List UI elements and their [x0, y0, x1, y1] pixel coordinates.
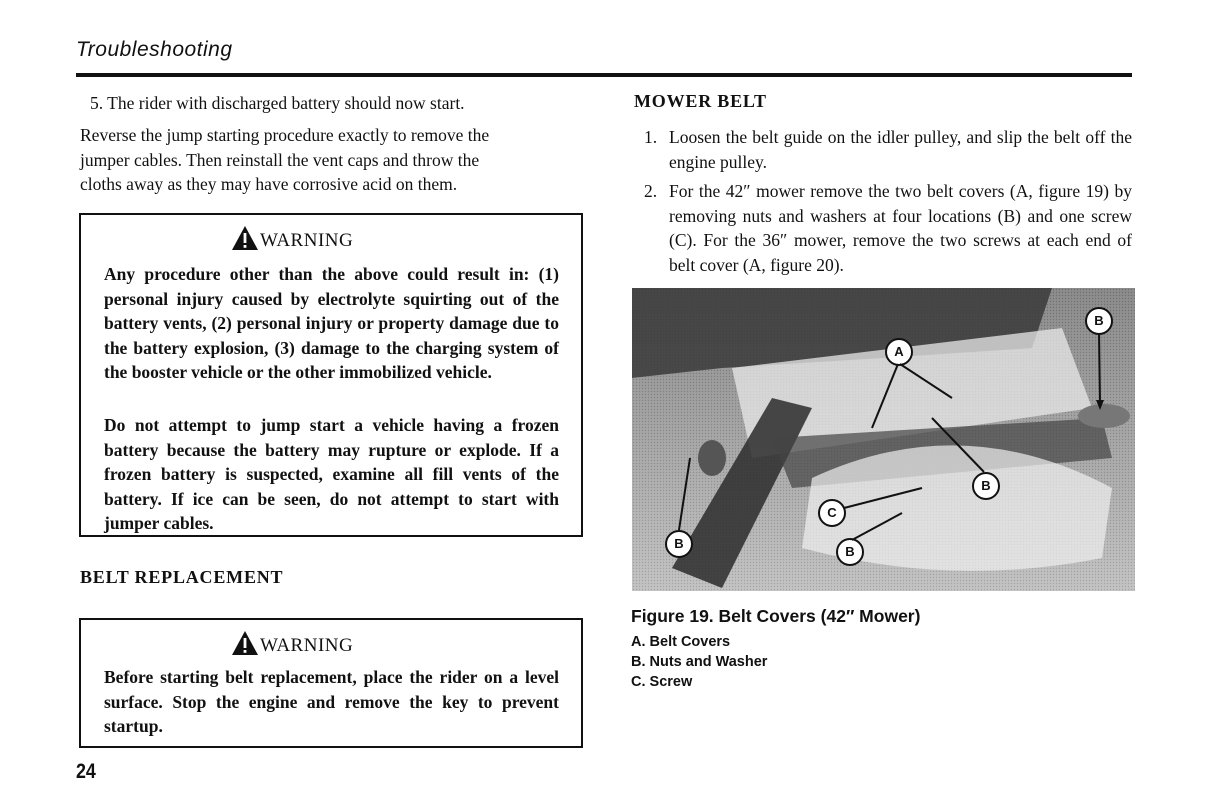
- warning-box-jump-start: [79, 213, 583, 537]
- figure-legend-item: A. Belt Covers: [631, 634, 731, 650]
- warning-heading: WARNING: [231, 630, 353, 662]
- warning-paragraph-1: Any procedure other than the above could result in: (1) personal injury caused by electrolyte squirting out of the battery vents, (2) personal injury or property damage due to the battery explosion, (3) damage to the charging system of the booster vehicle or the other immobilized vehicle.: [104, 264, 559, 382]
- mower-belt-heading: MOWER BELT: [634, 91, 767, 111]
- header-rule: [76, 73, 1132, 77]
- callout-leader-lines: [632, 288, 1135, 591]
- reverse-line: Reverse the jump starting procedure exactly to remove the: [80, 125, 490, 145]
- figure-legend-item: B. Nuts and Washer: [631, 654, 768, 670]
- figure-legend-item: C. Screw: [631, 674, 693, 690]
- warning-paragraph-2: Do not attempt to jump start a vehicle having a frozen battery because the battery may rupture or explode. If a frozen battery is suspected, examine all fill vents of the battery. If ice can be seen, do not attempt to start with jumper cables.: [104, 415, 559, 533]
- reverse-line: cloths away as they may have corrosive acid on them.: [80, 174, 458, 194]
- warning-triangle-icon: [231, 630, 259, 662]
- callout-b-label: B: [1085, 307, 1113, 335]
- belt-replacement-heading: BELT REPLACEMENT: [80, 567, 284, 587]
- figure-19-photo: [632, 288, 1135, 591]
- page-header-title: Troubleshooting: [76, 38, 233, 61]
- page-number: 24: [76, 760, 96, 783]
- step-2-number: 2.: [644, 181, 658, 201]
- callout-b-label: B: [972, 472, 1000, 500]
- step-2-text: For the 42″ mower remove the two belt covers (A, figure 19) by removing nuts and washers at four locations (B) and one screw (C). For the 36″ mower, remove the two screws at each end of belt cover (A, figure 20).: [669, 181, 1132, 275]
- callout-a-label: A: [885, 338, 913, 366]
- step-1-text: Loosen the belt guide on the idler pulley, and slip the belt off the engine pulley.: [669, 127, 1132, 172]
- figure-19-title: Figure 19. Belt Covers (42″ Mower): [631, 606, 921, 626]
- warning-box-belt-replacement: [79, 618, 583, 748]
- callout-b-label: B: [665, 530, 693, 558]
- reverse-procedure-paragraph: [80, 123, 489, 197]
- step-5-text: 5. The rider with discharged battery should now start.: [90, 93, 465, 113]
- callout-c-label: C: [818, 499, 846, 527]
- warning-heading: WARNING: [231, 225, 353, 257]
- warning-paragraph: Before starting belt replacement, place the rider on a level surface. Stop the engine and remove the key to prevent startup.: [104, 667, 559, 736]
- warning-triangle-icon: [231, 225, 259, 257]
- reverse-line: jumper cables. Then reinstall the vent caps and throw the: [80, 149, 480, 170]
- callout-b-label: B: [836, 538, 864, 566]
- step-1-number: 1.: [644, 127, 658, 147]
